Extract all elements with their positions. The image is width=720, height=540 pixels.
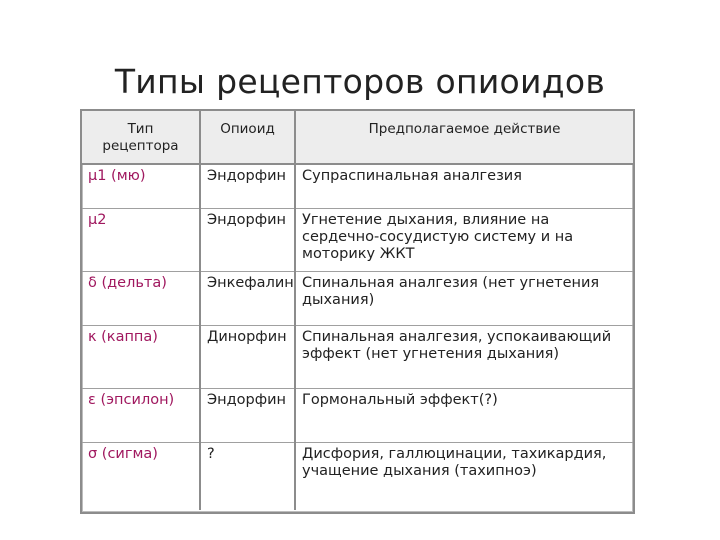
table-row bbox=[82, 326, 633, 389]
header-opioid: Опиоид bbox=[200, 111, 295, 164]
table-row bbox=[82, 209, 633, 272]
header-receptor-type: Тип рецептора bbox=[82, 111, 200, 164]
opioid-cell: Энкефалин bbox=[200, 272, 295, 326]
receptor-type-cell: σ (сигма) bbox=[82, 443, 200, 511]
opioid-cell: Динорфин bbox=[200, 326, 295, 389]
receptor-type-cell: μ1 (мю) bbox=[88, 168, 146, 184]
action-cell: Угнетение дыхания, влияние на сердечно-сосудистую систему и на моторику ЖКТ bbox=[295, 209, 633, 272]
opioid-cell: ? bbox=[200, 443, 295, 511]
action-cell: Супраспинальная аналгезия bbox=[295, 164, 633, 209]
table-row bbox=[82, 389, 633, 443]
receptor-type-cell: δ (дельта) bbox=[82, 272, 200, 326]
action-cell: Дисфория, галлюцинации, тахикардия, учащение дыхания (тахипноэ) bbox=[295, 443, 633, 511]
slide-title: Типы рецепторов опиоидов bbox=[114, 62, 606, 101]
action-cell: Гормональный эффект(?) bbox=[295, 389, 633, 443]
receptor-table bbox=[80, 109, 635, 514]
table-row bbox=[82, 164, 633, 209]
table-row bbox=[82, 272, 633, 326]
table-row bbox=[82, 443, 633, 511]
action-cell: Спинальная аналгезия (нет угнетения дыхания) bbox=[295, 272, 633, 326]
header-action: Предполагаемое действие bbox=[295, 111, 633, 164]
receptor-type-cell: κ (каппа) bbox=[82, 326, 200, 389]
table-header-row bbox=[82, 111, 633, 164]
receptor-type-cell: ε (эпсилон) bbox=[82, 389, 200, 443]
opioid-cell: Эндорфин bbox=[200, 164, 295, 209]
opioid-cell: Эндорфин bbox=[200, 389, 295, 443]
receptor-type-cell: μ2 bbox=[82, 209, 200, 272]
action-cell: Спинальная аналгезия, успокаивающий эффект (нет угнетения дыхания) bbox=[295, 326, 633, 389]
opioid-cell: Эндорфин bbox=[200, 209, 295, 272]
